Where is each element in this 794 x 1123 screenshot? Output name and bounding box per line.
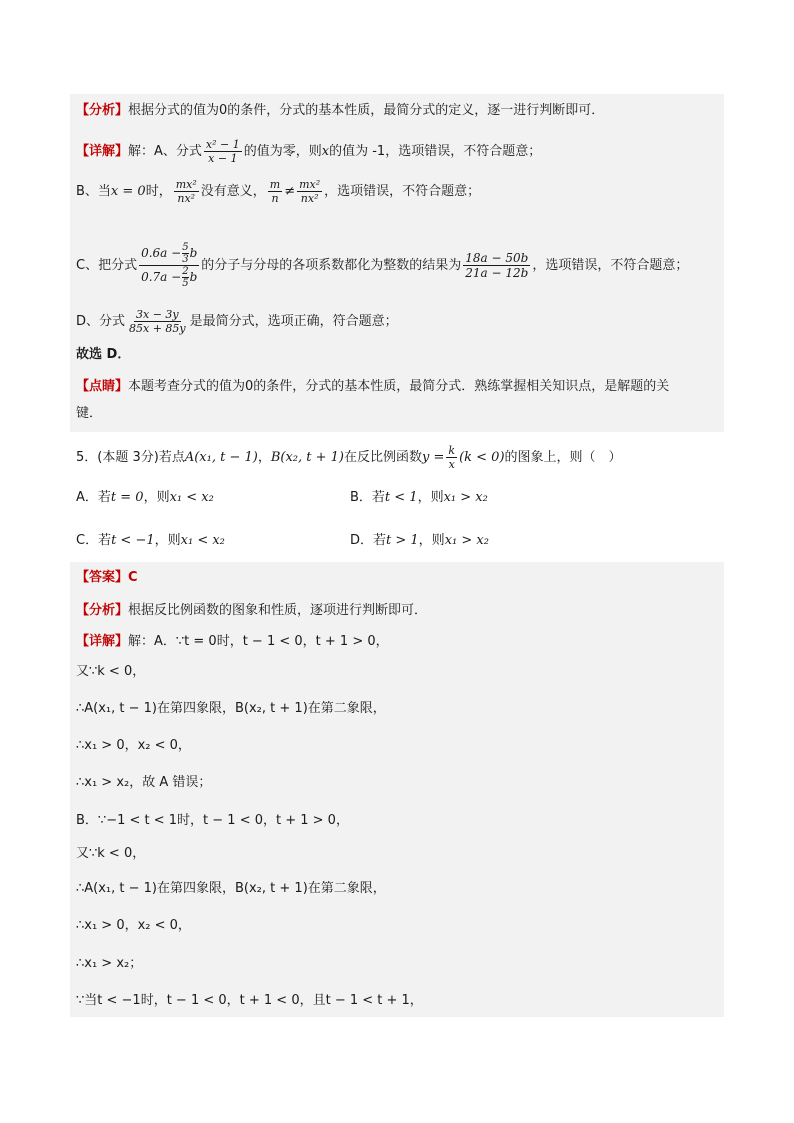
- option-b-then: ，则: [417, 490, 444, 505]
- fraction-c-result: [463, 251, 530, 280]
- fraction-b1-num: mx²: [175, 178, 197, 191]
- c-prefix: C、把分式: [76, 258, 138, 273]
- analysis2-text: 根据反比例函数的图象和性质，逐项进行判断即可．: [128, 603, 428, 618]
- c-mid: 的分子与分母的各项系数都化为整数的结果为: [201, 258, 462, 273]
- detail2-text-4: ∴x₁ > x₂，故 A 错误；: [76, 775, 212, 790]
- fraction-b3: [297, 178, 322, 205]
- comment-line-2: [76, 405, 102, 423]
- q5-func-den: x: [448, 458, 455, 471]
- comment-line-1: [76, 378, 669, 396]
- fraction-d-den: 85x + 85y: [129, 322, 186, 335]
- q5-point-b: B(x₂, t + 1): [270, 450, 345, 465]
- fraction-c-den-inner: [182, 266, 188, 289]
- c-end: ，选项错误，不符合题意；: [532, 258, 689, 273]
- fraction-d-num: 3x − 3y: [136, 308, 179, 321]
- question-5-stem: [76, 444, 622, 471]
- q5-func-fraction: [446, 444, 457, 471]
- fraction-c-num: [139, 242, 199, 266]
- d-end: 是最简分式，选项正确，符合题意；: [189, 314, 398, 329]
- c-den-a: 0.7a −: [141, 270, 182, 284]
- option-d-label: D．若: [350, 533, 387, 548]
- detail2-tag: 【详解】: [76, 634, 129, 649]
- detail2-line-7: [76, 880, 386, 898]
- q5-sep: ，: [257, 450, 271, 465]
- detail-d-line: [76, 308, 398, 335]
- detail2-text-7: ∴A(x₁, t − 1)在第四象限，B(x₂, t + 1)在第二象限，: [76, 881, 386, 896]
- detail2-text-5: B．∵−1 < t < 1时，t − 1 < 0，t + 1 > 0，: [76, 813, 349, 828]
- q5-func-cond: (k < 0): [459, 450, 505, 465]
- q5-end: 的图象上，则（ ）: [504, 450, 622, 465]
- detail2-line-1: [76, 663, 145, 681]
- option-a[interactable]: [76, 489, 214, 507]
- answer-tag: 【答案】: [76, 570, 129, 585]
- option-a-then: ，则: [143, 490, 170, 505]
- q5-point-a: A(x₁, t − 1): [184, 450, 258, 465]
- option-b-label: B．若: [350, 490, 385, 505]
- detail2-line-8: [76, 917, 191, 935]
- detail2-line-10: [76, 992, 423, 1010]
- fraction-b3-den: nx²: [300, 192, 319, 205]
- choose-line: [76, 346, 130, 364]
- detail2-text-1: 又∵k < 0，: [76, 664, 146, 679]
- detail2-text-6: 又∵k < 0，: [76, 846, 146, 861]
- detail-a-mid: 的值为零，则: [243, 144, 322, 159]
- c-den-n: 2: [182, 266, 189, 277]
- comment-text-2: 键．: [76, 406, 103, 421]
- option-b-cond: t < 1: [384, 490, 418, 505]
- detail2-text-9: ∴x₁ > x₂；: [76, 956, 143, 971]
- detail2-line-9: [76, 955, 142, 973]
- c-num-n: 5: [182, 242, 189, 253]
- fraction-b1: [174, 178, 199, 205]
- detail2-line-0: [76, 633, 389, 651]
- answer-value: C: [128, 570, 138, 585]
- fraction-d: [127, 308, 188, 335]
- b-cond: x = 0: [110, 184, 146, 199]
- q5-func-num: k: [448, 444, 456, 457]
- fraction-b2: [268, 178, 282, 205]
- d-prefix: D、分式: [76, 314, 126, 329]
- b-end: ，选项错误，不符合题意；: [324, 184, 481, 199]
- q5-prefix: 5．(本题 3分)若点: [76, 450, 185, 465]
- c-res-num: 18a − 50b: [465, 251, 529, 265]
- option-d-then: ，则: [418, 533, 445, 548]
- c-num-b: b: [189, 246, 198, 260]
- b-mid1: 时，: [145, 184, 172, 199]
- option-c-then: ，则: [154, 533, 181, 548]
- fraction-c-den: [139, 266, 199, 289]
- analysis-line: [76, 102, 604, 120]
- analysis2-line: [76, 602, 427, 620]
- analysis2-tag: 【分析】: [76, 603, 129, 618]
- option-d-res: x₁ > x₂: [444, 533, 489, 548]
- detail-c-line: [76, 242, 688, 289]
- option-d[interactable]: [350, 532, 489, 550]
- option-a-label: A．若: [76, 490, 111, 505]
- detail2-text-8: ∴x₁ > 0，x₂ < 0，: [76, 918, 191, 933]
- detail-tag: 【详解】: [76, 144, 129, 159]
- detail2-line-6: [76, 845, 145, 863]
- analysis-text: 根据分式的值为0的条件，分式的基本性质，最简分式的定义，逐一进行判断即可．: [128, 103, 605, 118]
- option-c[interactable]: [76, 532, 225, 550]
- option-b-res: x₁ > x₂: [443, 490, 488, 505]
- fraction-b1-den: nx²: [177, 192, 196, 205]
- option-a-res: x₁ < x₂: [169, 490, 214, 505]
- option-a-cond: t = 0: [110, 490, 144, 505]
- detail-b-line: [76, 178, 480, 205]
- detail2-text-10: ∵当t < −1时，t − 1 < 0，t + 1 < 0，且t − 1 < t + 1，: [76, 993, 423, 1008]
- detail2-text-2: ∴A(x₁, t − 1)在第四象限，B(x₂, t + 1)在第二象限，: [76, 701, 386, 716]
- fraction-c-num-inner: [182, 242, 188, 265]
- c-res-den: 21a − 12b: [465, 266, 529, 280]
- fraction-a: [204, 138, 242, 165]
- detail2-line-3: [76, 737, 191, 755]
- fraction-a-den: x − 1: [208, 152, 238, 165]
- option-c-label: C．若: [76, 533, 112, 548]
- analysis-tag: 【分析】: [76, 103, 129, 118]
- fraction-b3-num: mx²: [299, 178, 321, 191]
- answer-line: [76, 569, 138, 587]
- b-prefix: B、当: [76, 184, 111, 199]
- detail2-text-0: 解：A．∵t = 0时，t − 1 < 0，t + 1 > 0，: [128, 634, 389, 649]
- b-mid2: 没有意义，: [200, 184, 266, 199]
- detail2-line-4: [76, 774, 211, 792]
- option-b[interactable]: [350, 489, 488, 507]
- c-den-b: b: [189, 270, 198, 284]
- q5-func-lhs: y =: [422, 450, 445, 465]
- option-c-cond: t < −1: [111, 533, 155, 548]
- detail-a-end: 的值为 -1，选项错误，不符合题意；: [329, 144, 542, 159]
- c-num-a: 0.6a −: [141, 246, 182, 260]
- fraction-c-complex: [139, 242, 199, 289]
- c-num-d: 3: [182, 254, 189, 265]
- detail-a-var: x: [321, 144, 330, 159]
- detail2-line-5: [76, 812, 349, 830]
- comment-text-1: 本题考查分式的值为0的条件，分式的基本性质，最简分式．熟练掌握相关知识点，是解题的关: [128, 379, 670, 394]
- option-d-cond: t > 1: [386, 533, 419, 548]
- choose-text: 故选 D．: [76, 347, 131, 362]
- b-neq: ≠: [284, 184, 296, 199]
- detail2-line-2: [76, 700, 386, 718]
- fraction-a-num: x² − 1: [205, 138, 240, 151]
- q5-mid: 在反比例函数: [344, 450, 423, 465]
- fraction-b2-num: m: [269, 178, 281, 191]
- fraction-b2-den: n: [271, 192, 279, 205]
- detail-a-line: [76, 138, 541, 165]
- option-c-res: x₁ < x₂: [180, 533, 225, 548]
- c-den-d: 5: [182, 278, 189, 289]
- detail-a-prefix: 解：A、分式: [128, 144, 202, 159]
- comment-tag: 【点睛】: [76, 379, 129, 394]
- detail2-text-3: ∴x₁ > 0，x₂ < 0，: [76, 738, 191, 753]
